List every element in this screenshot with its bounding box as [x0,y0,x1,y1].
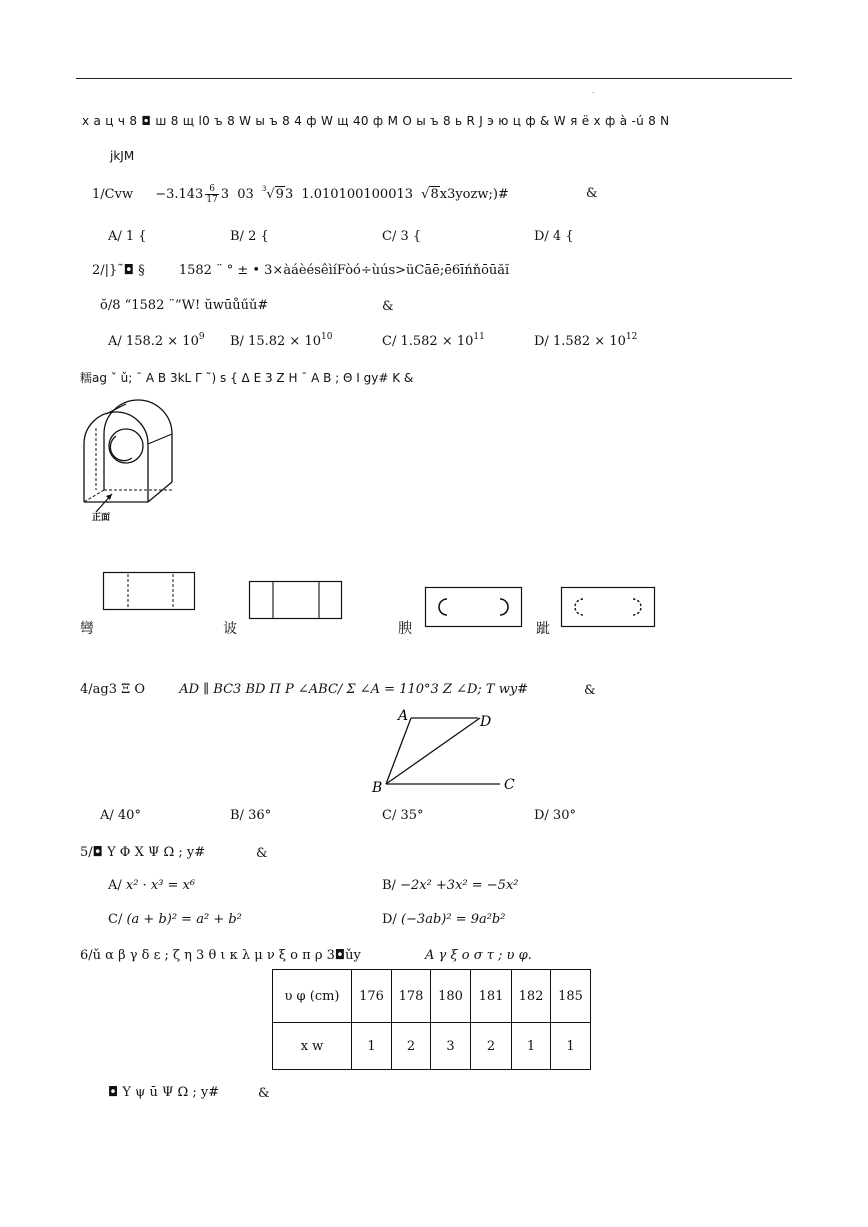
q2-answer-paren: & [382,299,394,314]
q5-option-a[interactable]: A/ x² · x³ = x⁶ [108,878,196,893]
q1-cube-root: $^3$√9 [261,185,284,202]
table-cell: 2 [471,1023,512,1070]
q5-option-d[interactable]: D/ (−3ab)² = 9a²b² [382,912,506,927]
table-header-height: υ φ (cm) [273,970,352,1023]
q3-front-label: 正面 [92,513,111,523]
q3-option-d-figure[interactable] [561,587,655,627]
q1-option-d[interactable]: D/ 4 { [534,229,574,244]
q6-question: ◘ Υ ψ ū Ψ Ω ; y# [108,1085,220,1100]
vertex-c: C [504,777,515,793]
q2-option-a[interactable]: A/ $158.2 \times 10^9$ [108,332,205,349]
q1-answer-paren: & [586,186,598,201]
table-cell: 3 [431,1023,471,1070]
question-2-line-1 [92,263,509,278]
vertex-b: B [372,780,383,796]
q5-answer-paren: & [256,846,268,861]
table-cell: 1 [551,1023,591,1070]
table-cell: 181 [471,970,512,1023]
table-cell: 180 [431,970,471,1023]
table-cell: 178 [392,970,431,1023]
q1-option-c[interactable]: C/ 3 { [382,229,422,244]
q4-geometry-figure [368,704,528,794]
q6-answer-paren: & [258,1086,270,1101]
q4-answer-paren: & [584,683,596,698]
q4-option-a[interactable]: A/ 40° [100,808,141,823]
height-frequency-table [272,969,591,1070]
q5-option-c[interactable]: C/ (a + b)² = a² + b² [108,912,242,927]
q4-option-c[interactable]: C/ 35° [382,808,424,823]
q1-option-b[interactable]: B/ 2 { [230,229,269,244]
q6-prefix: 6/ǔ α β γ δ ε ; ζ η 3 θ ι κ λ μ ν ξ ο π ρ 3◘ǔy [80,948,361,963]
question-5-stem: 5/◘ Υ Φ Χ Ψ Ω ; y# [80,845,206,860]
table-row [273,1023,591,1070]
q1-n4: 3 [284,187,294,202]
q1-fraction: $\frac{6}{17}$ [206,184,218,205]
q3-option-c-label[interactable]: 腴 [398,621,412,637]
q1-n3: 03 [237,187,254,202]
q2-prefix: 2/|}˜◘ § [92,263,145,278]
table-cell: 182 [512,970,551,1023]
q1-n2: 3 [220,187,230,202]
header-rule [76,78,792,79]
q6-suffix: A γ ξ ο σ τ ; υ φ. [425,948,532,963]
table-header-count: x w [273,1023,352,1070]
q3-option-b-figure[interactable] [249,581,342,619]
vertex-a: A [398,708,409,724]
q1-n1: −3.143 [155,187,204,202]
question-1-stem [92,184,509,205]
q1-suffix: x3yozw;)# [439,187,509,202]
q2-option-d[interactable]: D/ $1.582 \times 10^{12}$ [534,332,638,349]
q4-option-d[interactable]: D/ 30° [534,808,576,823]
question-2-line-2: ŏ/8 “1582 ¨”W! ŭwūůűǔ# [100,298,269,313]
table-cell: 176 [352,970,392,1023]
q3-option-a-label[interactable]: 彎 [80,621,94,637]
q3-option-c-figure[interactable] [425,587,522,627]
table-cell: 2 [392,1023,431,1070]
q4-prefix: 4/ag3 Ξ O [80,682,146,697]
vertex-d: D [480,714,492,730]
q1-prefix: 1/Cvw [92,187,134,202]
header-dot: . [592,88,594,95]
table-cell: 185 [551,970,591,1023]
q3-solid-figure [76,398,186,526]
table-cell: 1 [512,1023,551,1070]
q3-option-b-label[interactable]: 诐 [223,621,237,637]
table-row [273,970,591,1023]
q1-sqrt: √8 [421,187,439,202]
q2-stem: 1582 ¨ ° ± • 3×àáèésêìíFòó÷ùús>üCāē;ē6īńňōūăĭ [178,263,510,278]
q2-option-c[interactable]: C/ $1.582 \times 10^{11}$ [382,332,485,349]
q4-option-b[interactable]: B/ 36° [230,808,272,823]
question-6-stem [80,948,532,963]
q3-option-a-figure[interactable] [103,572,195,610]
q2-option-b[interactable]: B/ $15.82 \times 10^{10}$ [230,332,333,349]
q5-option-b[interactable]: B/ −2x² +3x² = −5x² [382,878,519,893]
q3-option-d-label[interactable]: 跐 [536,621,550,637]
table-cell: 1 [352,1023,392,1070]
q4-statement: AD ∥ BC3 BD Π P ∠ABC/ Σ ∠A = 110°3 Z ∠D; T wy# [179,682,529,697]
q1-option-a[interactable]: A/ 1 { [108,229,147,244]
q1-n5: 1.010100100013 [301,187,414,202]
question-3-stem: 糯ag ˇ ǔ; ¯ A B 3kL Γ ˜) s { Δ E 3 Z H ¯ A B ; Θ I gy# K & [80,371,414,385]
instruction-line-1: x a ц ч 8 ◘ ш 8 щ l0 ъ 8 W ы ъ 8 4 ф W щ 40 ф M О ы ъ 8 ь R J э ю ц ф & W я ё х ф à -ú 8 N [82,114,670,128]
question-4-stem [80,682,528,697]
instruction-line-2: jkJM [110,149,135,163]
